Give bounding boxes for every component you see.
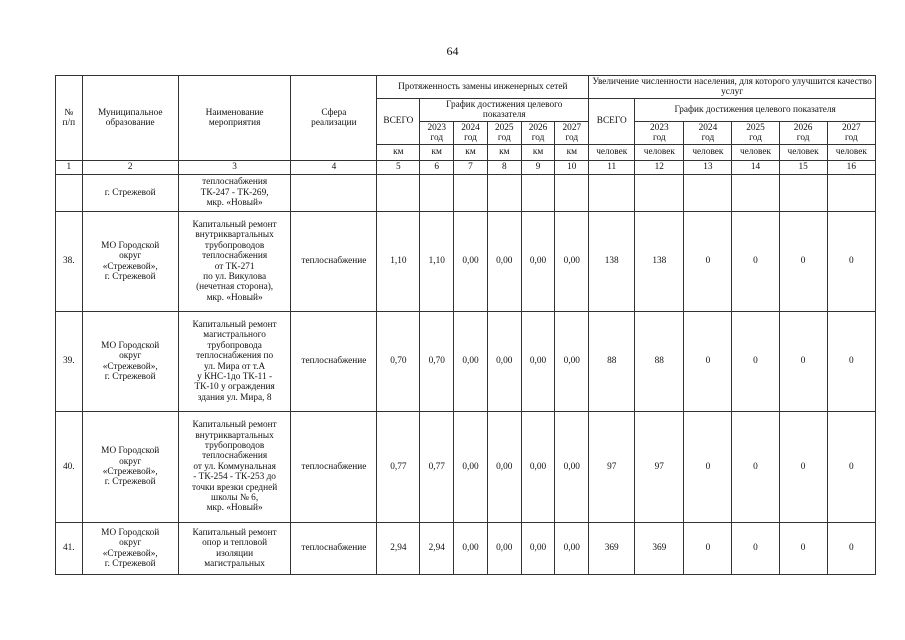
row-km-value: 0,00	[555, 523, 589, 575]
row-km-value: 0,70	[420, 312, 454, 412]
empty-cell	[521, 175, 555, 212]
row-km-value: 0,00	[454, 412, 488, 523]
header-year: 2023 год	[635, 122, 684, 145]
row-people-value: 0	[684, 523, 732, 575]
column-number: 15	[779, 161, 827, 175]
continuation-row	[56, 175, 876, 212]
unit-people: человек	[684, 145, 732, 161]
row-km-value: 0,00	[555, 412, 589, 523]
empty-cell	[454, 175, 488, 212]
row-event: Капитальный ремонт внутриквартальных трубопроводов теплоснабжения от ТК-271 по ул. Викулова (нечетная сторона), мкр. «Новый»	[178, 212, 291, 312]
header-year: 2024 год	[454, 122, 488, 145]
program-table	[55, 75, 876, 575]
header-group-length: Протяженность замены инженерных сетей	[377, 76, 589, 99]
unit-km: км	[555, 145, 589, 161]
row-people-value: 0	[684, 312, 732, 412]
row-people-value: 369	[589, 523, 635, 575]
row-people-value: 97	[589, 412, 635, 523]
table-row	[56, 212, 876, 312]
row-people-value: 0	[779, 312, 827, 412]
column-number: 9	[521, 161, 555, 175]
column-number: 13	[684, 161, 732, 175]
header-year: 2027 год	[555, 122, 589, 145]
row-number: 39.	[56, 312, 83, 412]
row-people-value: 88	[635, 312, 684, 412]
row-people-value: 0	[732, 523, 779, 575]
row-number: 41.	[56, 523, 83, 575]
column-number: 3	[178, 161, 291, 175]
header-no: № п/п	[56, 76, 83, 161]
row-sphere: теплоснабжение	[291, 212, 377, 312]
header-year: 2026 год	[779, 122, 827, 145]
row-people-value: 0	[827, 523, 875, 575]
row-km-value: 2,94	[420, 523, 454, 575]
unit-km: км	[487, 145, 521, 161]
row-km-value: 0,00	[454, 212, 488, 312]
row-people-value: 0	[779, 523, 827, 575]
column-number: 14	[732, 161, 779, 175]
unit-people: человек	[732, 145, 779, 161]
empty-cell	[779, 175, 827, 212]
column-number: 4	[291, 161, 377, 175]
unit-people: человек	[827, 145, 875, 161]
column-number: 1	[56, 161, 83, 175]
row-number: 40.	[56, 412, 83, 523]
row-event: Капитальный ремонт внутриквартальных трубопроводов теплоснабжения от ул. Коммунальная - ТК-254 - ТК-253 до точки врезки средней школы № 6, мкр. «Новый»	[178, 412, 291, 523]
row-km-value: 0,00	[555, 312, 589, 412]
unit-people: человек	[635, 145, 684, 161]
row-people-value: 0	[732, 312, 779, 412]
header-group-population: Увеличение численности населения, для которого улучшится качество услуг	[589, 76, 876, 99]
column-number: 10	[555, 161, 589, 175]
header-sphere: Сфера реализации	[291, 76, 377, 161]
column-number: 6	[420, 161, 454, 175]
row-municipality: МО Городской округ «Стрежевой», г. Стрежевой	[82, 212, 178, 312]
empty-cell	[732, 175, 779, 212]
row-people-value: 0	[779, 412, 827, 523]
empty-cell	[635, 175, 684, 212]
empty-cell	[487, 175, 521, 212]
unit-km: км	[454, 145, 488, 161]
row-sphere: теплоснабжение	[291, 312, 377, 412]
row-km-value: 0,00	[555, 212, 589, 312]
row-km-value: 0,70	[377, 312, 420, 412]
column-number: 11	[589, 161, 635, 175]
row-km-value: 0,77	[377, 412, 420, 523]
empty-cell	[827, 175, 875, 212]
row-municipality: МО Городской округ «Стрежевой», г. Стрежевой	[82, 312, 178, 412]
row-km-value: 0,00	[487, 412, 521, 523]
table-row	[56, 412, 876, 523]
unit-km: км	[420, 145, 454, 161]
unit-people: человек	[779, 145, 827, 161]
row-km-value: 0,00	[454, 312, 488, 412]
row-number: 38.	[56, 212, 83, 312]
header-year: 2026 год	[521, 122, 555, 145]
row-km-value: 0,00	[521, 212, 555, 312]
column-number: 8	[487, 161, 521, 175]
row-people-value: 0	[827, 412, 875, 523]
row-people-value: 88	[589, 312, 635, 412]
row-km-value: 0,00	[487, 523, 521, 575]
row-sphere: теплоснабжение	[291, 412, 377, 523]
row-people-value: 0	[827, 312, 875, 412]
header-year: 2025 год	[487, 122, 521, 145]
row-event: Капитальный ремонт магистрального трубопровода теплоснабжения по ул. Мира от т.А у КНС-1до ТК-11 - ТК-10 у ограждения здания ул. Мира, 8	[178, 312, 291, 412]
column-number: 2	[82, 161, 178, 175]
row-km-value: 1,10	[377, 212, 420, 312]
header-year: 2027 год	[827, 122, 875, 145]
row-people-value: 138	[589, 212, 635, 312]
empty-cell	[377, 175, 420, 212]
column-number: 7	[454, 161, 488, 175]
row-people-value: 0	[732, 212, 779, 312]
row-km-value: 0,77	[420, 412, 454, 523]
header-row-1	[56, 76, 876, 99]
row-event: теплоснабжения ТК-247 - ТК-269, мкр. «Новый»	[178, 175, 291, 212]
header-total-km: ВСЕГО	[377, 99, 420, 145]
row-people-value: 0	[684, 412, 732, 523]
row-people-value: 0	[732, 412, 779, 523]
row-km-value: 0,00	[521, 412, 555, 523]
row-municipality: г. Стрежевой	[82, 175, 178, 212]
empty-cell	[684, 175, 732, 212]
page-number: 64	[446, 44, 459, 58]
empty-cell	[420, 175, 454, 212]
header-event: Наименование мероприятия	[178, 76, 291, 161]
empty-cell	[291, 175, 377, 212]
row-people-value: 0	[779, 212, 827, 312]
row-municipality: МО Городской округ «Стрежевой», г. Стрежевой	[82, 412, 178, 523]
header-total-people: ВСЕГО	[589, 99, 635, 145]
header-municipality: Муниципальное образование	[82, 76, 178, 161]
row-people-value: 0	[684, 212, 732, 312]
row-km-value: 2,94	[377, 523, 420, 575]
header-year: 2024 год	[684, 122, 732, 145]
row-people-value: 138	[635, 212, 684, 312]
header-year: 2025 год	[732, 122, 779, 145]
unit-km: км	[377, 145, 420, 161]
column-number: 12	[635, 161, 684, 175]
row-people-value: 369	[635, 523, 684, 575]
row-people-value: 0	[827, 212, 875, 312]
row-km-value: 0,00	[487, 312, 521, 412]
column-number: 5	[377, 161, 420, 175]
empty-cell	[56, 175, 83, 212]
header-year: 2023 год	[420, 122, 454, 145]
empty-cell	[555, 175, 589, 212]
row-people-value: 97	[635, 412, 684, 523]
row-km-value: 0,00	[521, 523, 555, 575]
row-km-value: 0,00	[521, 312, 555, 412]
column-numbers-row	[56, 161, 876, 175]
unit-people: человек	[589, 145, 635, 161]
row-municipality: МО Городской округ «Стрежевой», г. Стрежевой	[82, 523, 178, 575]
row-km-value: 0,00	[454, 523, 488, 575]
row-sphere: теплоснабжение	[291, 523, 377, 575]
row-km-value: 0,00	[487, 212, 521, 312]
table-row	[56, 312, 876, 412]
column-number: 16	[827, 161, 875, 175]
header-schedule-length: График достижения целевого показателя	[420, 99, 589, 122]
table-row	[56, 523, 876, 575]
empty-cell	[589, 175, 635, 212]
unit-km: км	[521, 145, 555, 161]
row-event: Капитальный ремонт опор и тепловой изоляции магистральных	[178, 523, 291, 575]
header-schedule-population: График достижения целевого показателя	[635, 99, 876, 122]
row-km-value: 1,10	[420, 212, 454, 312]
